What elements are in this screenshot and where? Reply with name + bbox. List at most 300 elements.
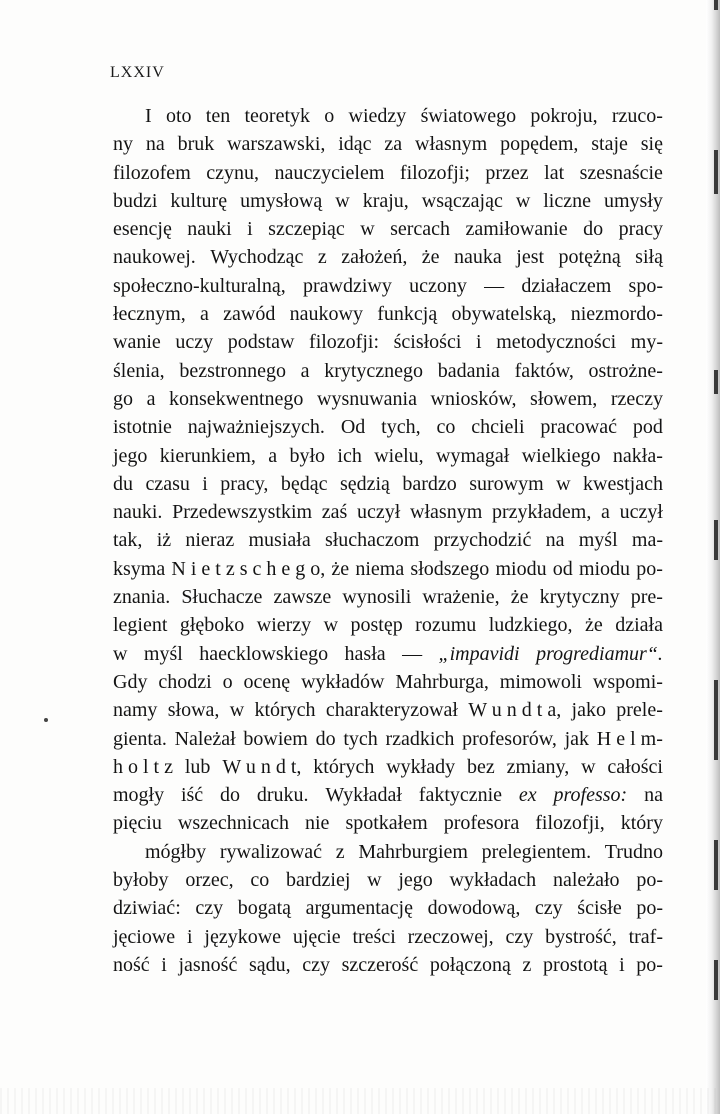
word: rzeczy [610, 387, 663, 410]
word: społeczno-kulturalną, [113, 274, 286, 297]
edge-mark [714, 520, 718, 560]
word: kraju, [362, 189, 409, 212]
word: rzadkich [385, 727, 455, 750]
word: wiedzy [348, 105, 407, 127]
text-line [113, 866, 663, 894]
word: Przedewszystkim [172, 501, 313, 524]
word: bezstronnego [179, 359, 286, 382]
word: wielu, [374, 444, 424, 467]
word: pracować [540, 416, 618, 439]
word: nieraz [185, 529, 235, 552]
word: rzuco- [611, 105, 663, 127]
text-line [113, 243, 663, 271]
word: hasła [344, 642, 386, 665]
word: czasu [145, 472, 190, 495]
word: budzi [113, 189, 158, 212]
word: do [315, 727, 336, 750]
text-line [113, 951, 663, 979]
word: lub [184, 755, 211, 778]
word: co [250, 869, 270, 892]
word: bardziej [286, 869, 351, 892]
word: tak, [113, 529, 143, 552]
word: spo- [628, 274, 663, 297]
word: miodu [578, 557, 631, 580]
word: faktów, [514, 359, 574, 382]
word: iść [180, 784, 204, 807]
word: ludzkiego, [488, 614, 573, 637]
word: prostotą [543, 953, 608, 976]
body-text [113, 102, 663, 979]
word: będąc [280, 472, 328, 495]
word: spotkałem [345, 812, 428, 835]
word: że [585, 614, 603, 637]
word: wanie [113, 331, 161, 354]
word: du [113, 472, 133, 495]
word: znania. [113, 586, 171, 609]
word: prelegientem. [481, 840, 592, 863]
word: gienta. [113, 727, 167, 750]
word: surowym [469, 472, 544, 495]
word: popędem, [500, 133, 579, 156]
word: nauczycielem [274, 161, 385, 184]
word: własnym [410, 501, 483, 524]
word: których [254, 699, 316, 722]
word: od [552, 557, 573, 580]
word: uczony [409, 274, 467, 297]
word: wszechnicach [177, 812, 289, 835]
word: z [317, 246, 327, 269]
text-line [113, 725, 663, 753]
word: lat [544, 161, 565, 184]
word: po- [636, 897, 663, 920]
word: w [323, 614, 339, 637]
word: słowem, [530, 387, 598, 410]
word: Słuchacze [181, 586, 263, 609]
word: szczerość [341, 953, 419, 976]
word: kwestjach [583, 472, 663, 495]
word: chcieli [471, 416, 525, 439]
word: siłą [635, 246, 663, 269]
word: mogły [113, 784, 165, 807]
word: zawód [223, 303, 276, 326]
text-line [113, 555, 663, 583]
word: się [640, 133, 663, 156]
word: których [313, 755, 375, 778]
word: niezmordo- [570, 303, 663, 326]
word: filozofji; [399, 161, 470, 184]
word: po- [636, 557, 663, 580]
edge-mark [714, 840, 718, 890]
word: rozumu [415, 614, 477, 637]
text-line [113, 215, 663, 243]
word: teoretyk [244, 105, 310, 127]
word: musiała [248, 529, 311, 552]
word: w [515, 189, 531, 212]
word: wykłady [386, 755, 456, 778]
word: podstaw [227, 331, 295, 354]
word: druku. [256, 784, 309, 807]
word: słowa, [167, 699, 220, 722]
word: słuchaczom [324, 529, 420, 552]
text-line [113, 809, 663, 837]
word: szczepiąc [268, 218, 345, 241]
word: jego [398, 869, 433, 892]
word: — [484, 274, 505, 297]
word: sercach [390, 218, 451, 241]
word: wrażenie, [422, 586, 500, 609]
word: założeń, [341, 246, 408, 269]
edge-mark [714, 680, 718, 740]
word: haecklowskiego [199, 642, 329, 665]
word: ujęcie [292, 925, 341, 948]
word: na [545, 529, 565, 552]
word: naukowy [289, 303, 363, 326]
word: niema [355, 557, 405, 580]
word: najważniejszych. [187, 416, 325, 439]
word: „impavidi [438, 642, 520, 665]
edge-mark [714, 0, 718, 10]
word: wierzy [256, 614, 312, 637]
word: wymagał [436, 444, 510, 467]
word: orzec, [185, 869, 234, 892]
word: tych [343, 727, 378, 750]
word: bez [467, 755, 495, 778]
word: wielkiego [521, 444, 601, 467]
word: z [335, 840, 345, 863]
word: i [619, 953, 625, 976]
word: idąc [338, 133, 372, 156]
word: pracy [618, 218, 663, 241]
word: własnym [415, 133, 488, 156]
word: przykładem, [491, 501, 592, 524]
stray-mark [44, 718, 48, 722]
word: czy [534, 897, 563, 920]
word: działaczem [521, 274, 612, 297]
word: jest [516, 246, 545, 269]
word: wsączając [421, 189, 503, 212]
word: ścisłości [393, 331, 462, 354]
word: konsekwentnego [169, 387, 304, 410]
word: I [145, 105, 152, 127]
word: oto [165, 105, 192, 127]
word: nauki [187, 218, 232, 241]
word: a [268, 444, 278, 467]
word: dowodową, [427, 897, 521, 920]
text-line [113, 583, 663, 611]
edge-mark [714, 180, 718, 194]
word: jak [564, 727, 590, 750]
edge-mark [714, 960, 718, 1000]
word: bowiem [243, 727, 308, 750]
word: myśl [578, 529, 618, 552]
word: W u n d t, [222, 755, 302, 778]
word: filozofji: [309, 331, 380, 354]
word: do [220, 784, 241, 807]
word: po- [636, 953, 663, 976]
word: ostrożne- [588, 359, 663, 382]
text-line [113, 413, 663, 441]
text-line [113, 781, 663, 809]
text-line [113, 328, 663, 356]
word: ocenę [243, 670, 291, 693]
word: tych, [381, 416, 421, 439]
text-line [113, 923, 663, 951]
word: ten [205, 105, 231, 127]
word: i [476, 331, 482, 354]
word: wynosili [342, 586, 412, 609]
word: professo: [553, 784, 628, 807]
word: ex [518, 784, 537, 807]
word: który [620, 812, 663, 835]
word: Mahrburgiem [358, 840, 468, 863]
word: pre- [630, 586, 663, 609]
word: w [556, 472, 571, 495]
word: jęciowe [113, 925, 176, 948]
word: profesorów, [462, 727, 557, 750]
word: pokroju, [530, 105, 598, 127]
text-line [113, 300, 663, 328]
word: my- [630, 331, 663, 354]
edge-mark [714, 370, 718, 394]
word: Wychodząc [210, 246, 304, 269]
word: czy [302, 953, 330, 976]
word: zmiany, [506, 755, 570, 778]
word: mimowoli [499, 670, 582, 693]
text-line [113, 696, 663, 724]
word: połączoną [429, 953, 511, 976]
text-line [113, 498, 663, 526]
word: filozofem [113, 161, 191, 184]
word: przez [485, 161, 529, 184]
word: jasność [178, 953, 238, 976]
word: potężną [558, 246, 621, 269]
word: że [510, 586, 529, 609]
word: zawsze [273, 586, 332, 609]
word: h o l t z [113, 755, 173, 778]
text-line [113, 894, 663, 922]
word: kulturę [170, 189, 228, 212]
word: Należał [174, 727, 236, 750]
word: umysły [603, 189, 663, 212]
word: zamiłowanie [465, 218, 568, 241]
word: Wykładał [325, 784, 402, 807]
word: istotnie [113, 416, 172, 439]
text-line [113, 640, 663, 668]
text-line [113, 753, 663, 781]
word: faktycznie [418, 784, 503, 807]
word: prawdziwy [302, 274, 392, 297]
word: staje [591, 133, 628, 156]
word: rywalizować [219, 840, 323, 863]
word: esencję [113, 218, 172, 241]
text-line [113, 611, 663, 639]
word: filozofji, [535, 812, 605, 835]
word: H e l m- [596, 727, 663, 750]
word: chodzi [158, 670, 212, 693]
word: słodszego [410, 557, 490, 580]
word: bardzo [402, 472, 457, 495]
page-edge [706, 0, 720, 1114]
word: czynu, [206, 161, 259, 184]
word: progrediamur“. [536, 642, 663, 665]
word: czy [505, 925, 534, 948]
word: wspomi- [592, 670, 663, 693]
word: ślenia, [113, 359, 165, 382]
word: ksyma [113, 557, 166, 580]
word: wniosków, [430, 387, 517, 410]
word: krytyczny [539, 586, 620, 609]
word: w [367, 869, 382, 892]
word: i [161, 953, 167, 976]
word: go [113, 387, 133, 410]
word: ność [113, 953, 150, 976]
word: językowe [204, 925, 282, 948]
word: liczne [543, 189, 591, 212]
word: nauki. [113, 501, 163, 524]
word: pięciu [113, 812, 162, 835]
word: o [222, 670, 233, 693]
word: a [146, 387, 156, 410]
word: prele- [616, 699, 663, 722]
text-line [113, 838, 663, 866]
word: po- [636, 869, 663, 892]
word: namy [113, 699, 158, 722]
word: rzeczowej, [407, 925, 494, 948]
word: zaś [321, 501, 348, 524]
word: naukowej. [113, 246, 196, 269]
word: i [202, 472, 208, 495]
word: nie [304, 812, 330, 835]
word: ny [113, 133, 133, 156]
word: obywatelską, [451, 303, 557, 326]
word: nauka [454, 246, 502, 269]
word: że [331, 557, 350, 580]
word: w [581, 755, 596, 778]
word: metodyczności [496, 331, 617, 354]
word: na [145, 133, 165, 156]
word: do [583, 218, 604, 241]
text-line [113, 470, 663, 498]
word: łecznym, [113, 303, 186, 326]
word: traf- [628, 925, 663, 948]
word: bruk [177, 133, 215, 156]
text-line [113, 357, 663, 385]
word: na [644, 784, 663, 807]
word: dziwiać: [113, 897, 181, 920]
word: ścisłe [577, 897, 622, 920]
word: mógłby [145, 840, 207, 863]
word: a [300, 359, 310, 382]
word: uczył [357, 501, 401, 524]
word: iż [156, 529, 172, 552]
word: jego [113, 444, 148, 467]
word: bystrość, [545, 925, 617, 948]
word: w [335, 189, 350, 212]
word: treści [352, 925, 396, 948]
word: szesnaście [579, 161, 663, 184]
text-line [113, 159, 663, 187]
word: o [324, 105, 335, 127]
word: argumentację [305, 897, 413, 920]
word: Od [340, 416, 366, 439]
word: kierunkiem, [159, 444, 256, 467]
word: ich [337, 444, 362, 467]
word: N i e t z s c h e g o, [171, 557, 326, 580]
word: w [113, 642, 128, 665]
word: miodu [495, 557, 547, 580]
word: i [247, 218, 253, 241]
word: Gdy [113, 670, 148, 693]
word: uczył [619, 501, 663, 524]
text-line [113, 187, 663, 215]
word: warszawski, [227, 133, 326, 156]
word: pod [632, 416, 663, 439]
word: charakteryzował [325, 699, 458, 722]
word: w [229, 699, 245, 722]
word: sędzią [339, 472, 390, 495]
word: sądu, [248, 953, 291, 976]
word: było [289, 444, 326, 467]
word: ma- [631, 529, 663, 552]
scan-noise [0, 1088, 720, 1114]
word: badania [437, 359, 500, 382]
word: W u n d t a, [468, 699, 562, 722]
word: co [436, 416, 456, 439]
word: i [187, 925, 193, 948]
word: uczy [175, 331, 214, 354]
word: wykładów [301, 670, 385, 693]
word: krytycznego [324, 359, 424, 382]
word: za [384, 133, 403, 156]
word: funkcją [377, 303, 438, 326]
text-line [113, 526, 663, 554]
word: postęp [350, 614, 403, 637]
word: głęboko [179, 614, 245, 637]
word: w [360, 218, 375, 241]
word: jako [571, 699, 606, 722]
word: wysnuwania [317, 387, 417, 410]
page-number: LXXIV [110, 64, 165, 81]
word: legient [113, 614, 168, 637]
word: — [402, 642, 423, 665]
word: czy [195, 897, 224, 920]
word: myśl [143, 642, 183, 665]
edge-mark [714, 740, 718, 760]
word: byłoby [113, 869, 169, 892]
word: z [522, 953, 532, 976]
word: umysłową [240, 189, 323, 212]
word: całości [607, 755, 663, 778]
word: nakła- [612, 444, 663, 467]
word: a [200, 303, 209, 326]
text-line [113, 668, 663, 696]
word: wykładach [449, 869, 537, 892]
word: działa [615, 614, 663, 637]
word: przychodzić [433, 529, 532, 552]
word: Mahrburga, [395, 670, 489, 693]
word: należało [552, 869, 620, 892]
text-line [113, 385, 663, 413]
text-line [113, 130, 663, 158]
word: że [421, 246, 440, 269]
word: profesora [443, 812, 520, 835]
text-line [113, 102, 663, 130]
word: Trudno [604, 840, 663, 863]
word: pracy, [220, 472, 269, 495]
word: a [601, 501, 610, 524]
text-line [113, 272, 663, 300]
word: bogatą [237, 897, 292, 920]
